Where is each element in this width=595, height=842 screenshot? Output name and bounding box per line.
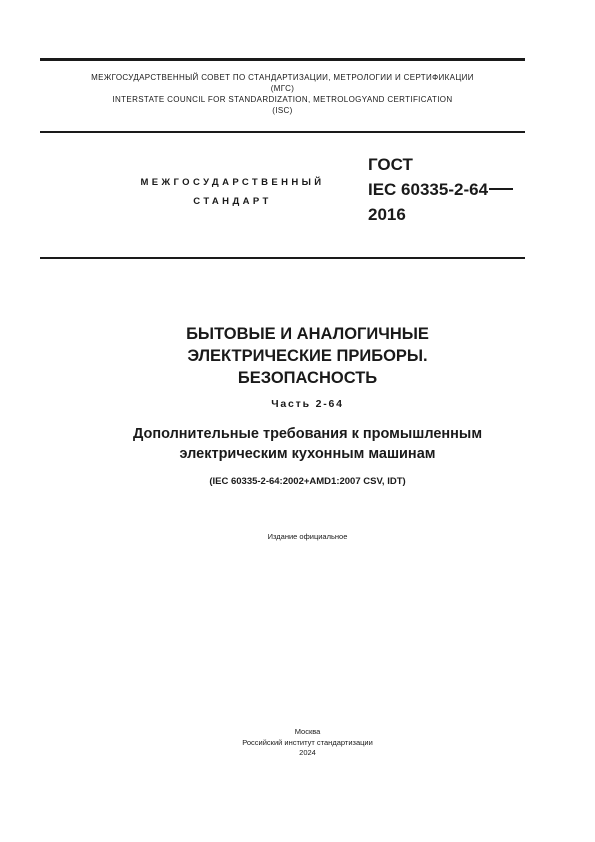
standard-kind-line2: СТАНДАРТ [193, 196, 272, 207]
title-line-2: ЭЛЕКТРИЧЕСКИЕ ПРИБОРЫ. [187, 347, 428, 365]
council-header [40, 72, 525, 116]
subtitle-line-1: Дополнительные требования к промышленным [132, 426, 483, 442]
top-rule [40, 58, 525, 61]
bottom-rule [40, 257, 525, 259]
designation-year: 2016 [368, 205, 406, 224]
subtitle-line-2: электрическим кухонным машинам [179, 446, 436, 462]
document-title [40, 323, 575, 389]
imprint-city: Москва [294, 727, 321, 736]
standard-kind-line1: МЕЖГОСУДАРСТВЕННЫЙ [140, 177, 325, 188]
gost-label: ГОСТ [368, 155, 413, 174]
iec-reference: (IEC 60335-2-64:2002+AMD1:2007 CSV, IDT) [209, 476, 406, 487]
document-subtitle [40, 424, 575, 464]
middle-rule [40, 131, 525, 133]
designation-dash [489, 188, 513, 190]
edition-note: Издание официальное [267, 532, 348, 541]
title-line-3: БЕЗОПАСНОСТЬ [237, 369, 378, 387]
part-number: Часть 2-64 [271, 398, 344, 410]
imprint-year: 2024 [299, 748, 316, 757]
designation-number: IEC 60335-2-64 [368, 180, 489, 199]
imprint-publisher: Российский институт стандартизации [242, 737, 373, 747]
council-abbr-ru: (МГС) [270, 84, 295, 93]
title-line-1: БЫТОВЫЕ И АНАЛОГИЧНЫЕ [186, 325, 429, 343]
standard-kind [100, 173, 365, 211]
council-abbr-en: (ISC) [272, 106, 293, 115]
council-name-en: INTERSTATE COUNCIL FOR STANDARDIZATION, METROLOGYAND CERTIFICATION [112, 95, 453, 104]
standard-designation [368, 152, 513, 227]
council-name-ru: МЕЖГОСУДАРСТВЕННЫЙ СОВЕТ ПО СТАНДАРТИЗАЦИИ, МЕТРОЛОГИИ И СЕРТИФИКАЦИИ [91, 73, 474, 82]
imprint [40, 727, 575, 759]
